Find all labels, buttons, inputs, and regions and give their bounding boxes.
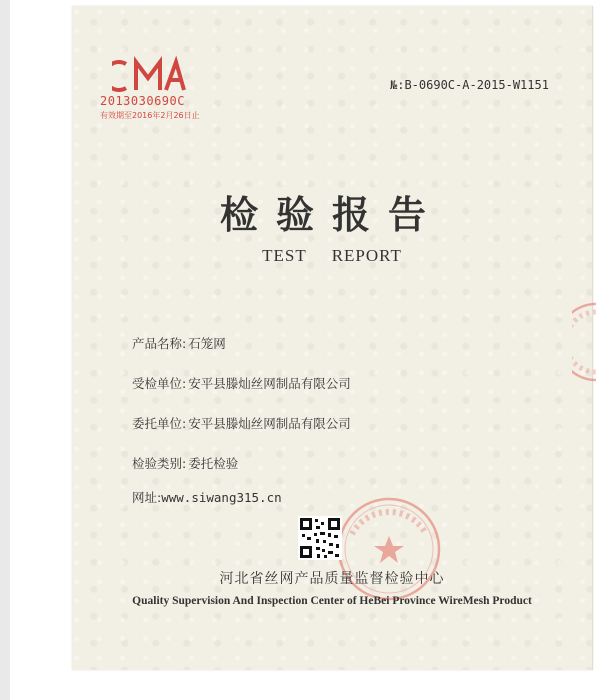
field-label: 受检单位: [132,376,187,391]
cma-certificate-number: 2013030690C [100,94,185,108]
report-number: №:B-0690C-A-2015-W1151 [390,78,549,92]
field-value: 安平县滕灿丝网制品有限公司 [188,376,351,391]
field-client-unit [132,414,351,432]
field-value: 委托检验 [188,456,239,471]
inspection-center-name-cn: 河北省丝网产品质量监督检验中心 [219,571,445,587]
cma-validity-text: 有效期至2016年2月26日止 [100,111,200,120]
website-link[interactable]: www.siwang315.cn [161,490,282,505]
field-value: 安平县滕灿丝网制品有限公司 [188,416,351,431]
field-product-name [132,334,226,352]
edge-seal-icon [572,302,596,382]
title-chinese: 检验报告 [219,193,444,237]
qr-code-icon[interactable] [298,516,342,560]
field-inspection-type [132,454,238,472]
field-inspected-unit [132,374,351,392]
field-label: 委托单位: [132,416,187,431]
scan-edge-strip [0,0,10,700]
inspection-center-name-en: Quality Supervision And Inspection Center of HeBei Province WireMesh Product [132,595,532,607]
cma-stamp [100,54,220,124]
title-english: TEST REPORT [262,246,402,265]
field-website[interactable] [132,488,282,506]
cma-logo-icon [112,54,186,96]
field-label: 网址: [132,490,162,505]
field-label: 产品名称: [132,336,187,351]
field-label: 检验类别: [132,456,187,471]
report-cover-page [72,6,593,670]
field-value: 石笼网 [188,336,226,351]
